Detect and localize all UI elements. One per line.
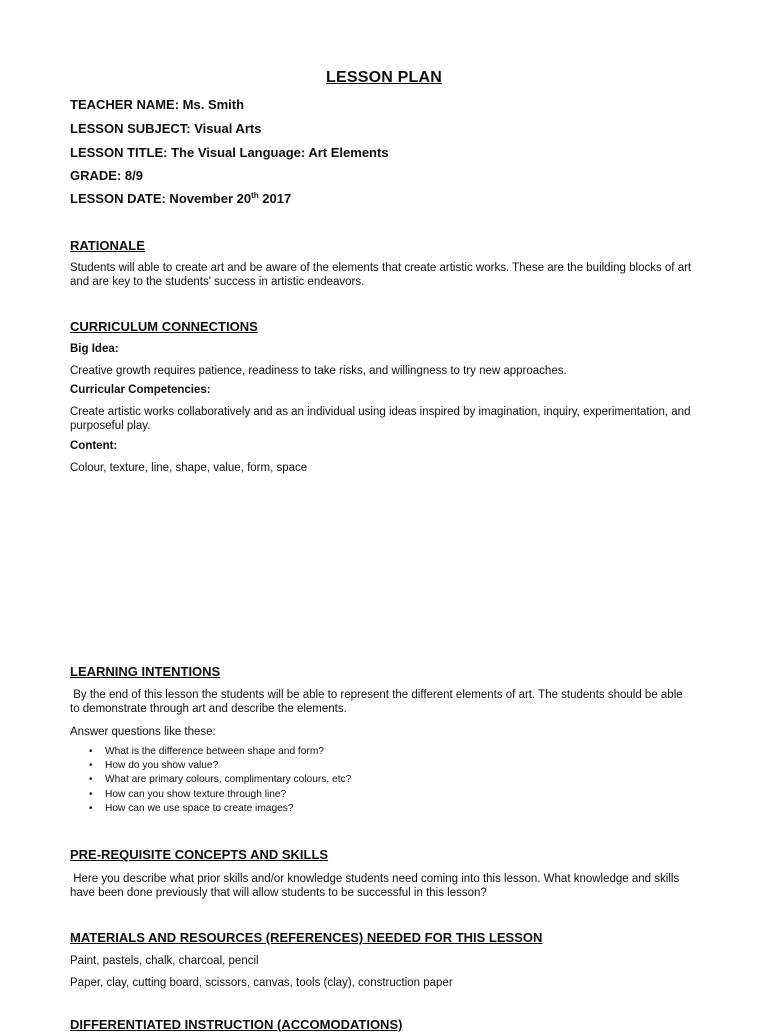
questions-intro: Answer questions like these: xyxy=(70,726,216,738)
competencies-label: Curricular Competencies: xyxy=(70,384,211,396)
materials-line-1: Paint, pastels, chalk, charcoal, pencil xyxy=(70,955,259,967)
materials-heading: MATERIALS AND RESOURCES (REFERENCES) NEEDED FOR THIS LESSON xyxy=(70,930,543,945)
prereq-heading: PRE-REQUISITE CONCEPTS AND SKILLS xyxy=(70,847,329,862)
bullet-icon: • xyxy=(89,788,93,800)
list-item xyxy=(70,759,351,773)
question-text: How can you show texture through line? xyxy=(105,788,287,800)
rationale-text: Students will able to create art and be aware of the elements that create artistic works. These are the building blocks of art and are key to the students' success in artistic endeavors. xyxy=(70,262,695,288)
question-list xyxy=(70,745,351,816)
learning-heading: LEARNING INTENTIONS xyxy=(70,664,221,679)
big-idea-label: Big Idea: xyxy=(70,343,119,355)
competencies-text: Create artistic works collaboratively and as an individual using ideas inspired by imagination, inquiry, experimentation, and purposeful play. xyxy=(70,406,694,432)
big-idea-text: Creative growth requires patience, readiness to take risks, and willingness to try new approaches. xyxy=(70,365,567,377)
lesson-date-ordinal: th xyxy=(251,191,259,200)
learning-text: By the end of this lesson the students will be able to represent the different elements of art. The students should be able to demonstrate through art and describe the elements. xyxy=(70,689,686,715)
lesson-date-prefix: LESSON DATE: November 20 xyxy=(70,191,252,206)
rationale-heading: RATIONALE xyxy=(70,238,145,253)
bullet-icon: • xyxy=(89,802,93,814)
bullet-icon: • xyxy=(89,774,93,786)
question-text: How can we use space to create images? xyxy=(105,802,294,814)
lesson-date-year: 2017 xyxy=(258,191,292,206)
bullet-icon: • xyxy=(89,760,93,772)
list-item xyxy=(70,788,351,802)
list-item xyxy=(70,745,351,759)
lesson-date xyxy=(70,191,291,206)
page-title: LESSON PLAN xyxy=(326,69,442,86)
list-item xyxy=(70,802,351,816)
list-item xyxy=(70,773,351,787)
lesson-title: LESSON TITLE: The Visual Language: Art Elements xyxy=(70,145,389,160)
question-text: How do you show value? xyxy=(105,760,219,772)
materials-line-2: Paper, clay, cutting board, scissors, canvas, tools (clay), construction paper xyxy=(70,977,453,989)
content-label: Content: xyxy=(70,440,118,452)
differentiated-heading: DIFFERENTIATED INSTRUCTION (ACCOMODATIONS) xyxy=(70,1017,403,1032)
teacher-name: TEACHER NAME: Ms. Smith xyxy=(70,97,245,112)
question-text: What are primary colours, complimentary colours, etc? xyxy=(105,774,352,786)
question-text: What is the difference between shape and form? xyxy=(105,746,324,757)
content-text: Colour, texture, line, shape, value, form, space xyxy=(70,462,308,474)
lesson-subject: LESSON SUBJECT: Visual Arts xyxy=(70,121,262,136)
prereq-text: Here you describe what prior skills and/or knowledge students need coming into this lesson. What knowledge and skills have been done previously that will allow students to be successful in this lesson? xyxy=(70,873,683,899)
grade: GRADE: 8/9 xyxy=(70,168,143,183)
bullet-icon: • xyxy=(89,746,93,757)
curriculum-heading: CURRICULUM CONNECTIONS xyxy=(70,319,258,334)
